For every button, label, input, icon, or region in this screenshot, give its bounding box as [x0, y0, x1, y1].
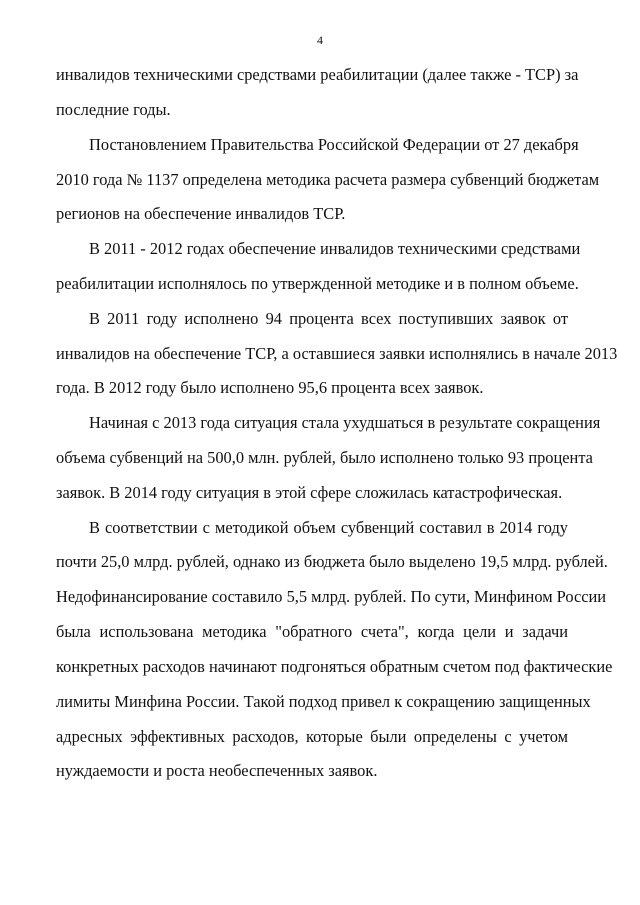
text-line: Начиная с 2013 года ситуация стала ухудшаться в результате сокращения: [89, 413, 601, 432]
text-line: была использована методика "обратного счета", когда цели и задачи: [56, 622, 568, 641]
text-line: В соответствии с методикой объем субвенций составил в 2014 году: [89, 518, 568, 537]
text-line: инвалидов техническими средствами реабилитации (далее также - ТСР) за: [56, 65, 579, 84]
text-line: конкретных расходов начинают подгоняться обратным счетом под фактические: [56, 657, 613, 676]
page-number: 4: [317, 33, 323, 47]
text-line: адресных эффективных расходов, которые были определены с учетом: [56, 727, 568, 746]
text-line: нуждаемости и роста необеспеченных заявок.: [56, 761, 378, 780]
text-line: лимиты Минфина России. Такой подход привел к сокращению защищенных: [56, 692, 591, 711]
text-line: В 2011 - 2012 годах обеспечение инвалидов техническими средствами: [89, 239, 581, 258]
text-line: реабилитации исполнялось по утвержденной методике и в полном объеме.: [56, 274, 579, 293]
text-line: инвалидов на обеспечение ТСР, а оставшиеся заявки исполнялись в начале 2013: [56, 344, 618, 363]
text-line: почти 25,0 млрд. рублей, однако из бюджета было выделено 19,5 млрд. рублей.: [56, 552, 608, 571]
text-line: В 2011 году исполнено 94 процента всех поступивших заявок от: [89, 309, 568, 328]
text-line: регионов на обеспечение инвалидов ТСР.: [56, 204, 346, 223]
text-line: объема субвенций на 500,0 млн. рублей, было исполнено только 93 процента: [56, 448, 593, 467]
text-line: 2010 года № 1137 определена методика расчета размера субвенций бюджетам: [56, 170, 600, 189]
text-line: Недофинансирование составило 5,5 млрд. рублей. По сути, Минфином России: [56, 587, 607, 606]
text-line: Постановлением Правительства Российской Федерации от 27 декабря: [89, 135, 579, 154]
text-line: заявок. В 2014 году ситуация в этой сфере сложилась катастрофическая.: [56, 483, 563, 502]
text-line: последние годы.: [56, 100, 171, 119]
text-line: года. В 2012 году было исполнено 95,6 процента всех заявок.: [56, 378, 484, 397]
